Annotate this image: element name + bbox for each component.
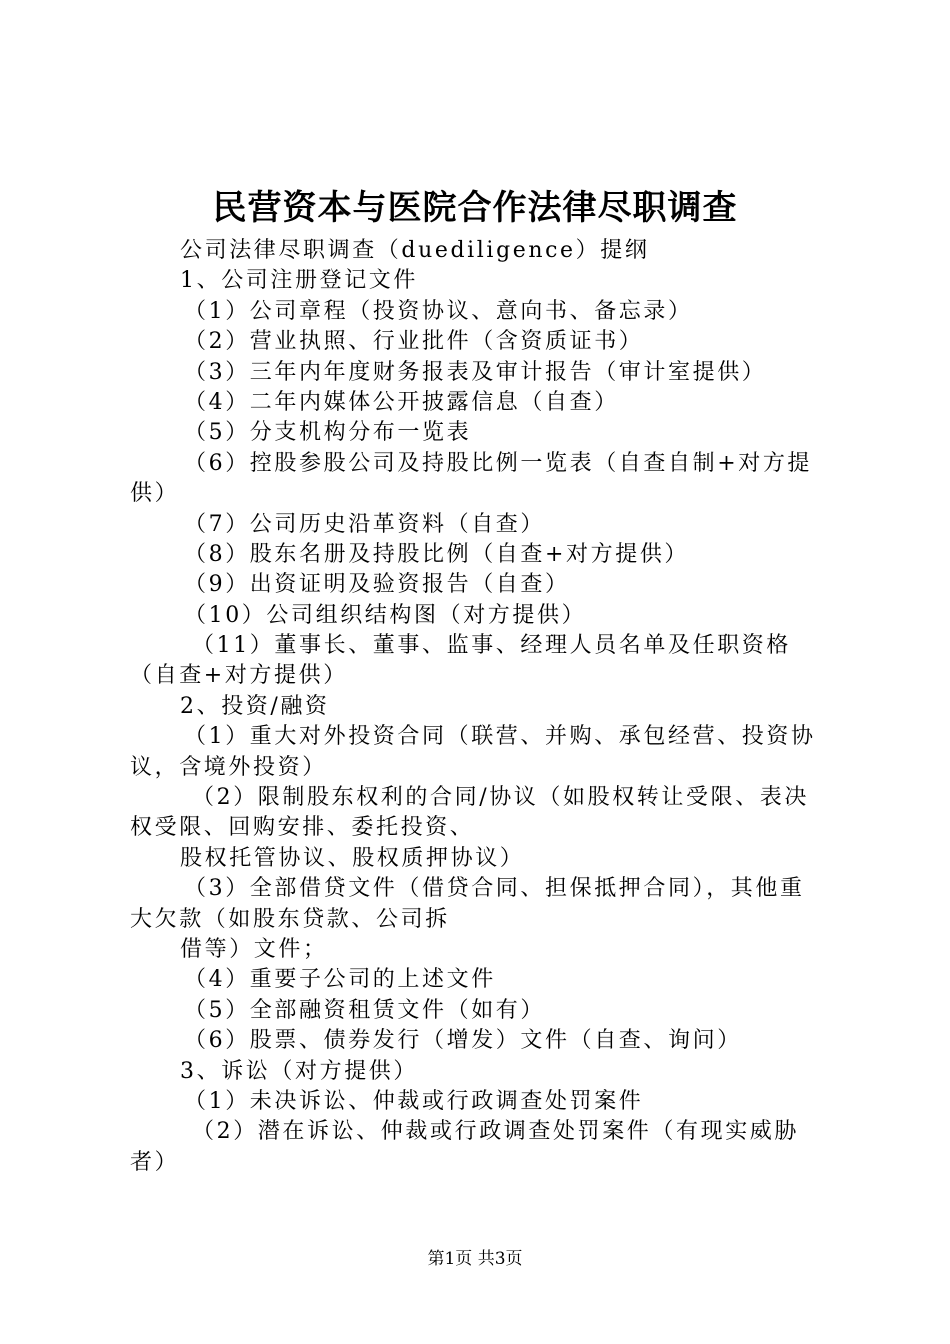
list-item: （5）分支机构分布一览表 (184, 420, 472, 446)
list-item-continuation: 大欠款（如股东贷款、公司拆 (130, 906, 450, 932)
section-heading: 1、公司注册登记文件 (180, 268, 418, 294)
list-item: （3）全部借贷文件（借贷合同、担保抵押合同），其他重 (184, 876, 805, 902)
list-item: （3）三年内年度财务报表及审计报告（审计室提供） (184, 359, 767, 385)
list-item: （2）潜在诉讼、仲裁或行政调查处罚案件（有现实威胁 (192, 1119, 799, 1145)
list-item: （9）出资证明及验资报告（自查） (184, 572, 570, 598)
document-body (130, 236, 830, 1178)
list-item: （11）董事长、董事、监事、经理人员名单及任职资格 (192, 633, 791, 659)
list-item: （2）营业执照、行业批件（含资质证书） (184, 329, 644, 355)
list-item: （1）重大对外投资合同（联营、并购、承包经营、投资协 (184, 724, 816, 750)
list-item-continuation: 供） (130, 481, 180, 507)
section-heading: 2、投资/融资 (180, 693, 330, 719)
list-item: （4）二年内媒体公开披露信息（自查） (184, 389, 619, 415)
section-heading: 3、诉讼（对方提供） (180, 1058, 418, 1084)
list-item: （1）公司章程（投资协议、意向书、备忘录） (184, 298, 693, 324)
list-item: （10）公司组织结构图（对方提供） (184, 602, 587, 628)
list-item: （1）未决诉讼、仲裁或行政调查处罚案件 (184, 1088, 644, 1114)
list-item: （5）全部融资租赁文件（如有） (184, 997, 545, 1023)
list-item-continuation: 借等）文件； (180, 936, 328, 962)
list-item: （2）限制股东权利的合同/协议（如股权转让受限、表决 (192, 785, 810, 811)
list-item: （6）控股参股公司及持股比例一览表（自查自制+对方提 (184, 450, 813, 476)
page-footer: 第1页 共3页 (427, 1249, 523, 1269)
list-item: （4）重要子公司的上述文件 (184, 967, 496, 993)
document-title: 民营资本与医院合作法律尽职调查 (212, 188, 738, 228)
list-item: （6）股票、债券发行（增发）文件（自查、询问） (184, 1028, 742, 1054)
list-item: （7）公司历史沿革资料（自查） (184, 511, 545, 537)
list-item-continuation: 议，含境外投资） (130, 754, 327, 780)
list-item-continuation: 股权托管协议、股权质押协议） (180, 845, 525, 871)
list-item-continuation: （自查+对方提供） (130, 663, 348, 689)
list-item-continuation: 权受限、回购安排、委托投资、 (130, 815, 475, 841)
outline-heading: 公司法律尽职调查（duediligence）提纲 (180, 238, 650, 263)
list-item-continuation: 者） (130, 1149, 180, 1175)
list-item: （8）股东名册及持股比例（自查+对方提供） (184, 541, 690, 567)
